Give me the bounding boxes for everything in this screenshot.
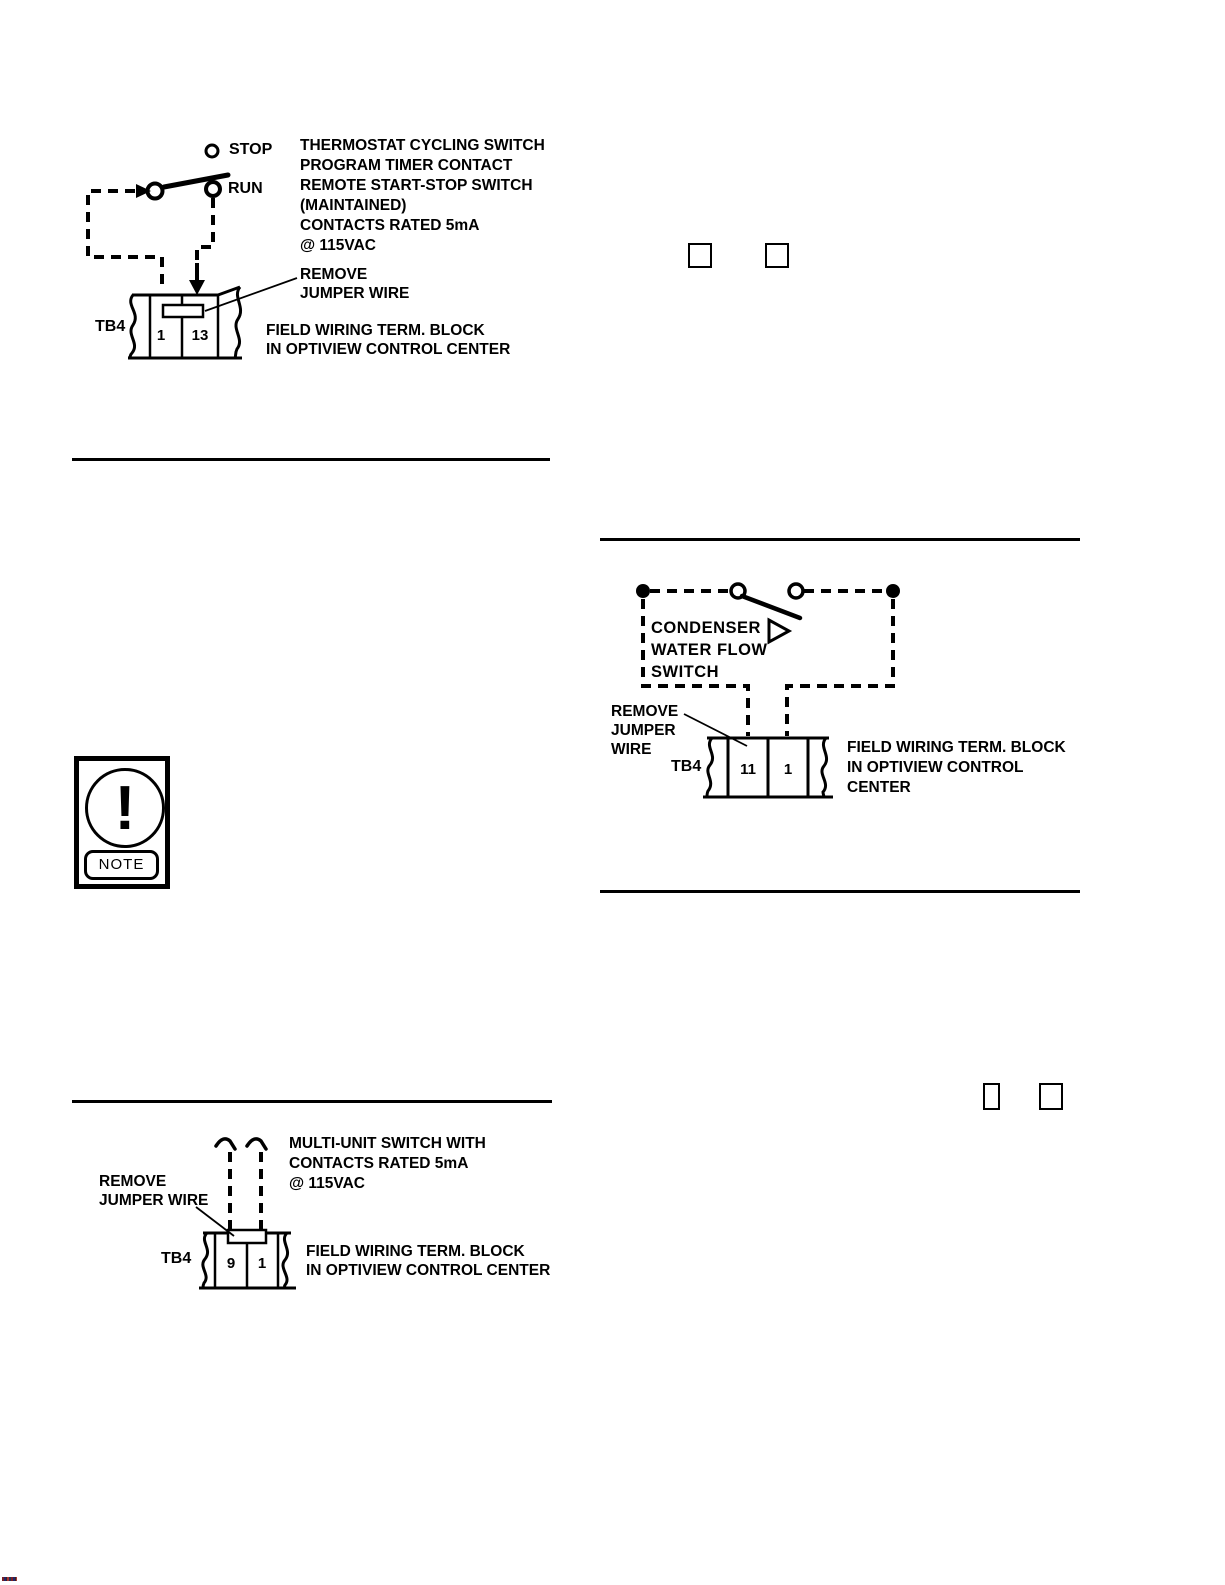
wire-hook xyxy=(216,1139,235,1149)
jumper-wire xyxy=(228,1230,266,1243)
flow-wire-right xyxy=(787,599,893,736)
field-wiring-caption: FIELD WIRING TERM. BLOCK IN OPTIVIEW CONTROL CENTER xyxy=(306,1243,551,1279)
terminal-number: 13 xyxy=(191,327,209,344)
flow-switch-name: CONDENSER WATER FLOW SWITCH xyxy=(651,619,768,681)
section-divider xyxy=(600,538,1080,541)
run-contact-circle xyxy=(206,182,220,196)
remove-jumper-label: REMOVE JUMPER WIRE xyxy=(99,1173,209,1209)
placeholder-box xyxy=(765,243,789,268)
field-wiring-caption: FIELD WIRING TERM. BLOCK IN OPTIVIEW CONTROL CENTER xyxy=(847,739,1066,796)
wire-arrowhead-down xyxy=(189,280,205,295)
flow-contact-circle xyxy=(789,584,803,598)
note-label: NOTE xyxy=(84,850,159,880)
section-divider xyxy=(72,458,550,461)
note-icon xyxy=(74,756,170,889)
placeholder-box xyxy=(983,1083,1000,1110)
multi-unit-description: MULTI-UNIT SWITCH WITH CONTACTS RATED 5mA @ 115VAC xyxy=(289,1135,486,1192)
junction-dot xyxy=(886,584,900,598)
section-divider xyxy=(72,1100,552,1103)
section-divider xyxy=(600,890,1080,893)
terminal-number: 1 xyxy=(156,327,166,344)
remove-jumper-label: REMOVE JUMPER WIRE xyxy=(611,703,679,758)
tb4-label: TB4 xyxy=(95,318,126,335)
leader-line xyxy=(684,714,747,746)
terminal-number: 11 xyxy=(740,761,756,778)
stop-contact-circle xyxy=(206,145,218,157)
placeholder-box xyxy=(1039,1083,1063,1110)
field-wire-dashed xyxy=(88,191,162,291)
junction-dot xyxy=(636,584,650,598)
scan-artifact xyxy=(2,1577,17,1581)
multi-unit-switch-diagram xyxy=(95,1135,310,1295)
exclamation-mark: ! xyxy=(114,774,136,843)
remove-jumper-label: REMOVE JUMPER WIRE xyxy=(300,266,410,302)
placeholder-box xyxy=(688,243,712,268)
terminal-number: 1 xyxy=(257,1255,267,1272)
switch-arm xyxy=(742,596,800,618)
terminal-number: 9 xyxy=(226,1255,236,1272)
field-wiring-caption: FIELD WIRING TERM. BLOCK IN OPTIVIEW CONTROL CENTER xyxy=(266,322,511,358)
tb4-label: TB4 xyxy=(161,1250,192,1267)
wire-hook xyxy=(247,1139,266,1149)
terminal-number: 1 xyxy=(783,761,793,778)
tb4-label: TB4 xyxy=(671,758,702,775)
jumper-wire xyxy=(163,305,203,317)
terminal-block xyxy=(128,287,242,358)
remote-switch-description: THERMOSTAT CYCLING SWITCH PROGRAM TIMER CONTACT REMOTE START-STOP SWITCH (MAINTAINED) CONTACTS RATED 5mA @ 115VAC xyxy=(300,137,545,254)
stop-label: STOP xyxy=(229,141,273,158)
exclamation-circle xyxy=(85,768,165,848)
terminal-block xyxy=(703,738,833,797)
run-wire-dashed xyxy=(197,198,213,263)
run-label: RUN xyxy=(228,180,263,197)
flow-paddle-triangle xyxy=(769,620,789,642)
